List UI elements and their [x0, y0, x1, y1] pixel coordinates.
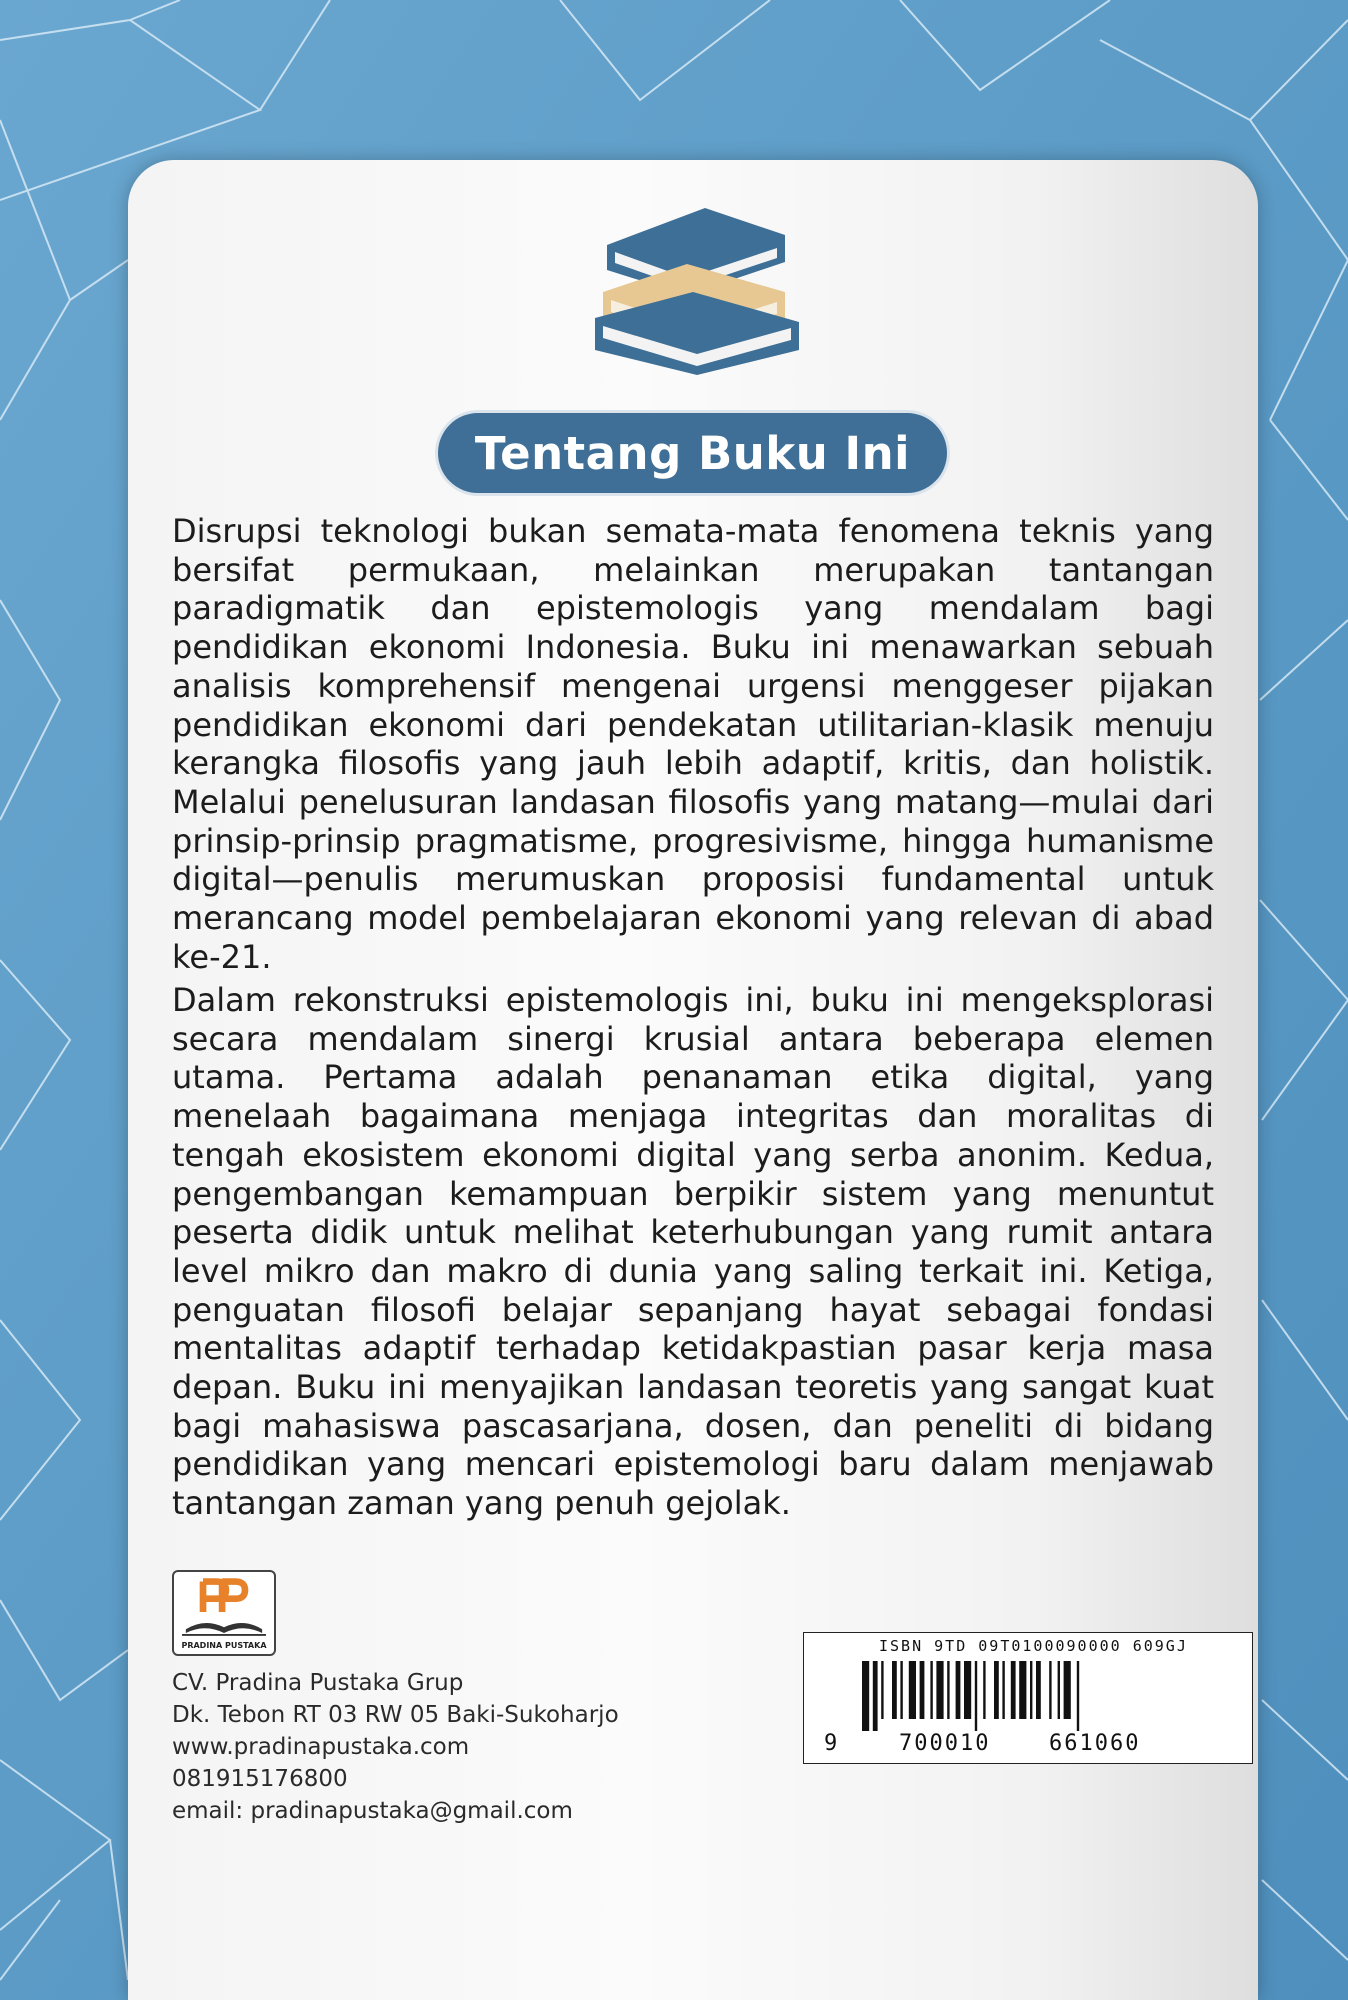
publisher-address: Dk. Tebon RT 03 RW 05 Baki-Sukoharjo [172, 1702, 619, 1728]
barcode-bar [1077, 1661, 1079, 1731]
barcode-bar [1019, 1661, 1026, 1719]
barcode-bar [862, 1661, 869, 1731]
publisher-info [172, 1667, 619, 1827]
barcode-digits-middle: 700010 [899, 1731, 991, 1756]
barcode-bar [936, 1661, 943, 1719]
publisher-name: CV. Pradina Pustaka Grup [172, 1670, 464, 1696]
barcode-bar [881, 1661, 883, 1719]
blurb-paragraph-2: Dalam rekonstruksi epistemologis ini, buku ini mengeksplorasi secara mendalam sinergi krusial antara beberapa elemen utama. Pertama adalah penanaman etika digital, yang menelaah bagaimana menjaga integritas dan moralitas di tengah ekosistem ekonomi digital yang serba anonim. Kedua, pengembangan kemampuan berpikir sistem yang menuntut peserta didik untuk melihat keterhubungan yang rumit antara level mikro dan makro di dunia yang saling terkait ini. Ketiga, penguatan filosofi belajar sepanjang hayat sebagai fondasi mentalitas adaptif terhadap ketidakpastian pasar kerja masa depan. Buku ini menyajikan landasan teoretis yang sangat kuat bagi mahasiswa pascasarjana, dosen, dan peneliti di bidang pendidikan yang mencari epistemologi baru dalam menjawab tantangan zaman yang penuh gejolak. [172, 981, 1214, 1523]
barcode-digits-right: 661060 [1049, 1731, 1141, 1756]
barcode-bar [1011, 1661, 1016, 1719]
barcode-bar [909, 1661, 916, 1719]
publisher-email: email: pradinapustaka@gmail.com [172, 1798, 573, 1824]
barcode-bar [956, 1661, 961, 1719]
barcode-bar [975, 1661, 977, 1731]
barcode-bar [1030, 1661, 1032, 1719]
barcode-icon [862, 1661, 1162, 1731]
isbn-barcode [803, 1632, 1253, 1764]
section-title-badge [435, 410, 950, 496]
publisher-logo [172, 1570, 276, 1656]
barcode-bar [892, 1661, 897, 1719]
barcode-bar [900, 1661, 902, 1719]
barcode-bar [920, 1661, 925, 1719]
barcode-digit-left: 9 [824, 1731, 838, 1756]
barcode-bar [964, 1661, 971, 1719]
barcode-bar [947, 1661, 949, 1719]
blurb-paragraph-1: Disrupsi teknologi bukan semata-mata fenomena teknis yang bersifat permukaan, melainkan merupakan tantangan paradigmatik dan epistemologis yang mendalam bagi pendidikan ekonomi Indonesia. Buku ini menawarkan sebuah analisis komprehensif mengenai urgensi menggeser pijakan pendidikan ekonomi dari pendekatan utilitarian-klasik menuju kerangka filosofis yang jauh lebih adaptif, kritis, dan holistik. Melalui penelusuran landasan filosofis yang matang—mulai dari prinsip-prinsip pragmatisme, progresivisme, hingga humanisme digital—penulis merumuskan proposisi fundamental untuk merancang model pembelajaran ekonomi yang relevan di abad ke-21. [172, 512, 1214, 976]
publisher-logo-text: PRADINA PUSTAKA [181, 1641, 267, 1650]
barcode-bar [873, 1661, 878, 1731]
barcode-bar [930, 1661, 932, 1719]
barcode-bar [1049, 1661, 1051, 1719]
publisher-phone: 081915176800 [172, 1766, 348, 1792]
barcode-bar [1058, 1661, 1060, 1719]
book-stack-icon [585, 200, 805, 375]
barcode-bar [1064, 1661, 1071, 1719]
barcode-bar [994, 1661, 999, 1719]
publisher-website: www.pradinapustaka.com [172, 1734, 470, 1760]
section-title: Tentang Buku Ini [474, 426, 911, 480]
barcode-bar [983, 1661, 985, 1719]
barcode-bar [1036, 1661, 1041, 1719]
barcode-bar [1002, 1661, 1004, 1719]
isbn-text: ISBN 9TD 09T0100090000 609GJ [879, 1637, 1188, 1655]
